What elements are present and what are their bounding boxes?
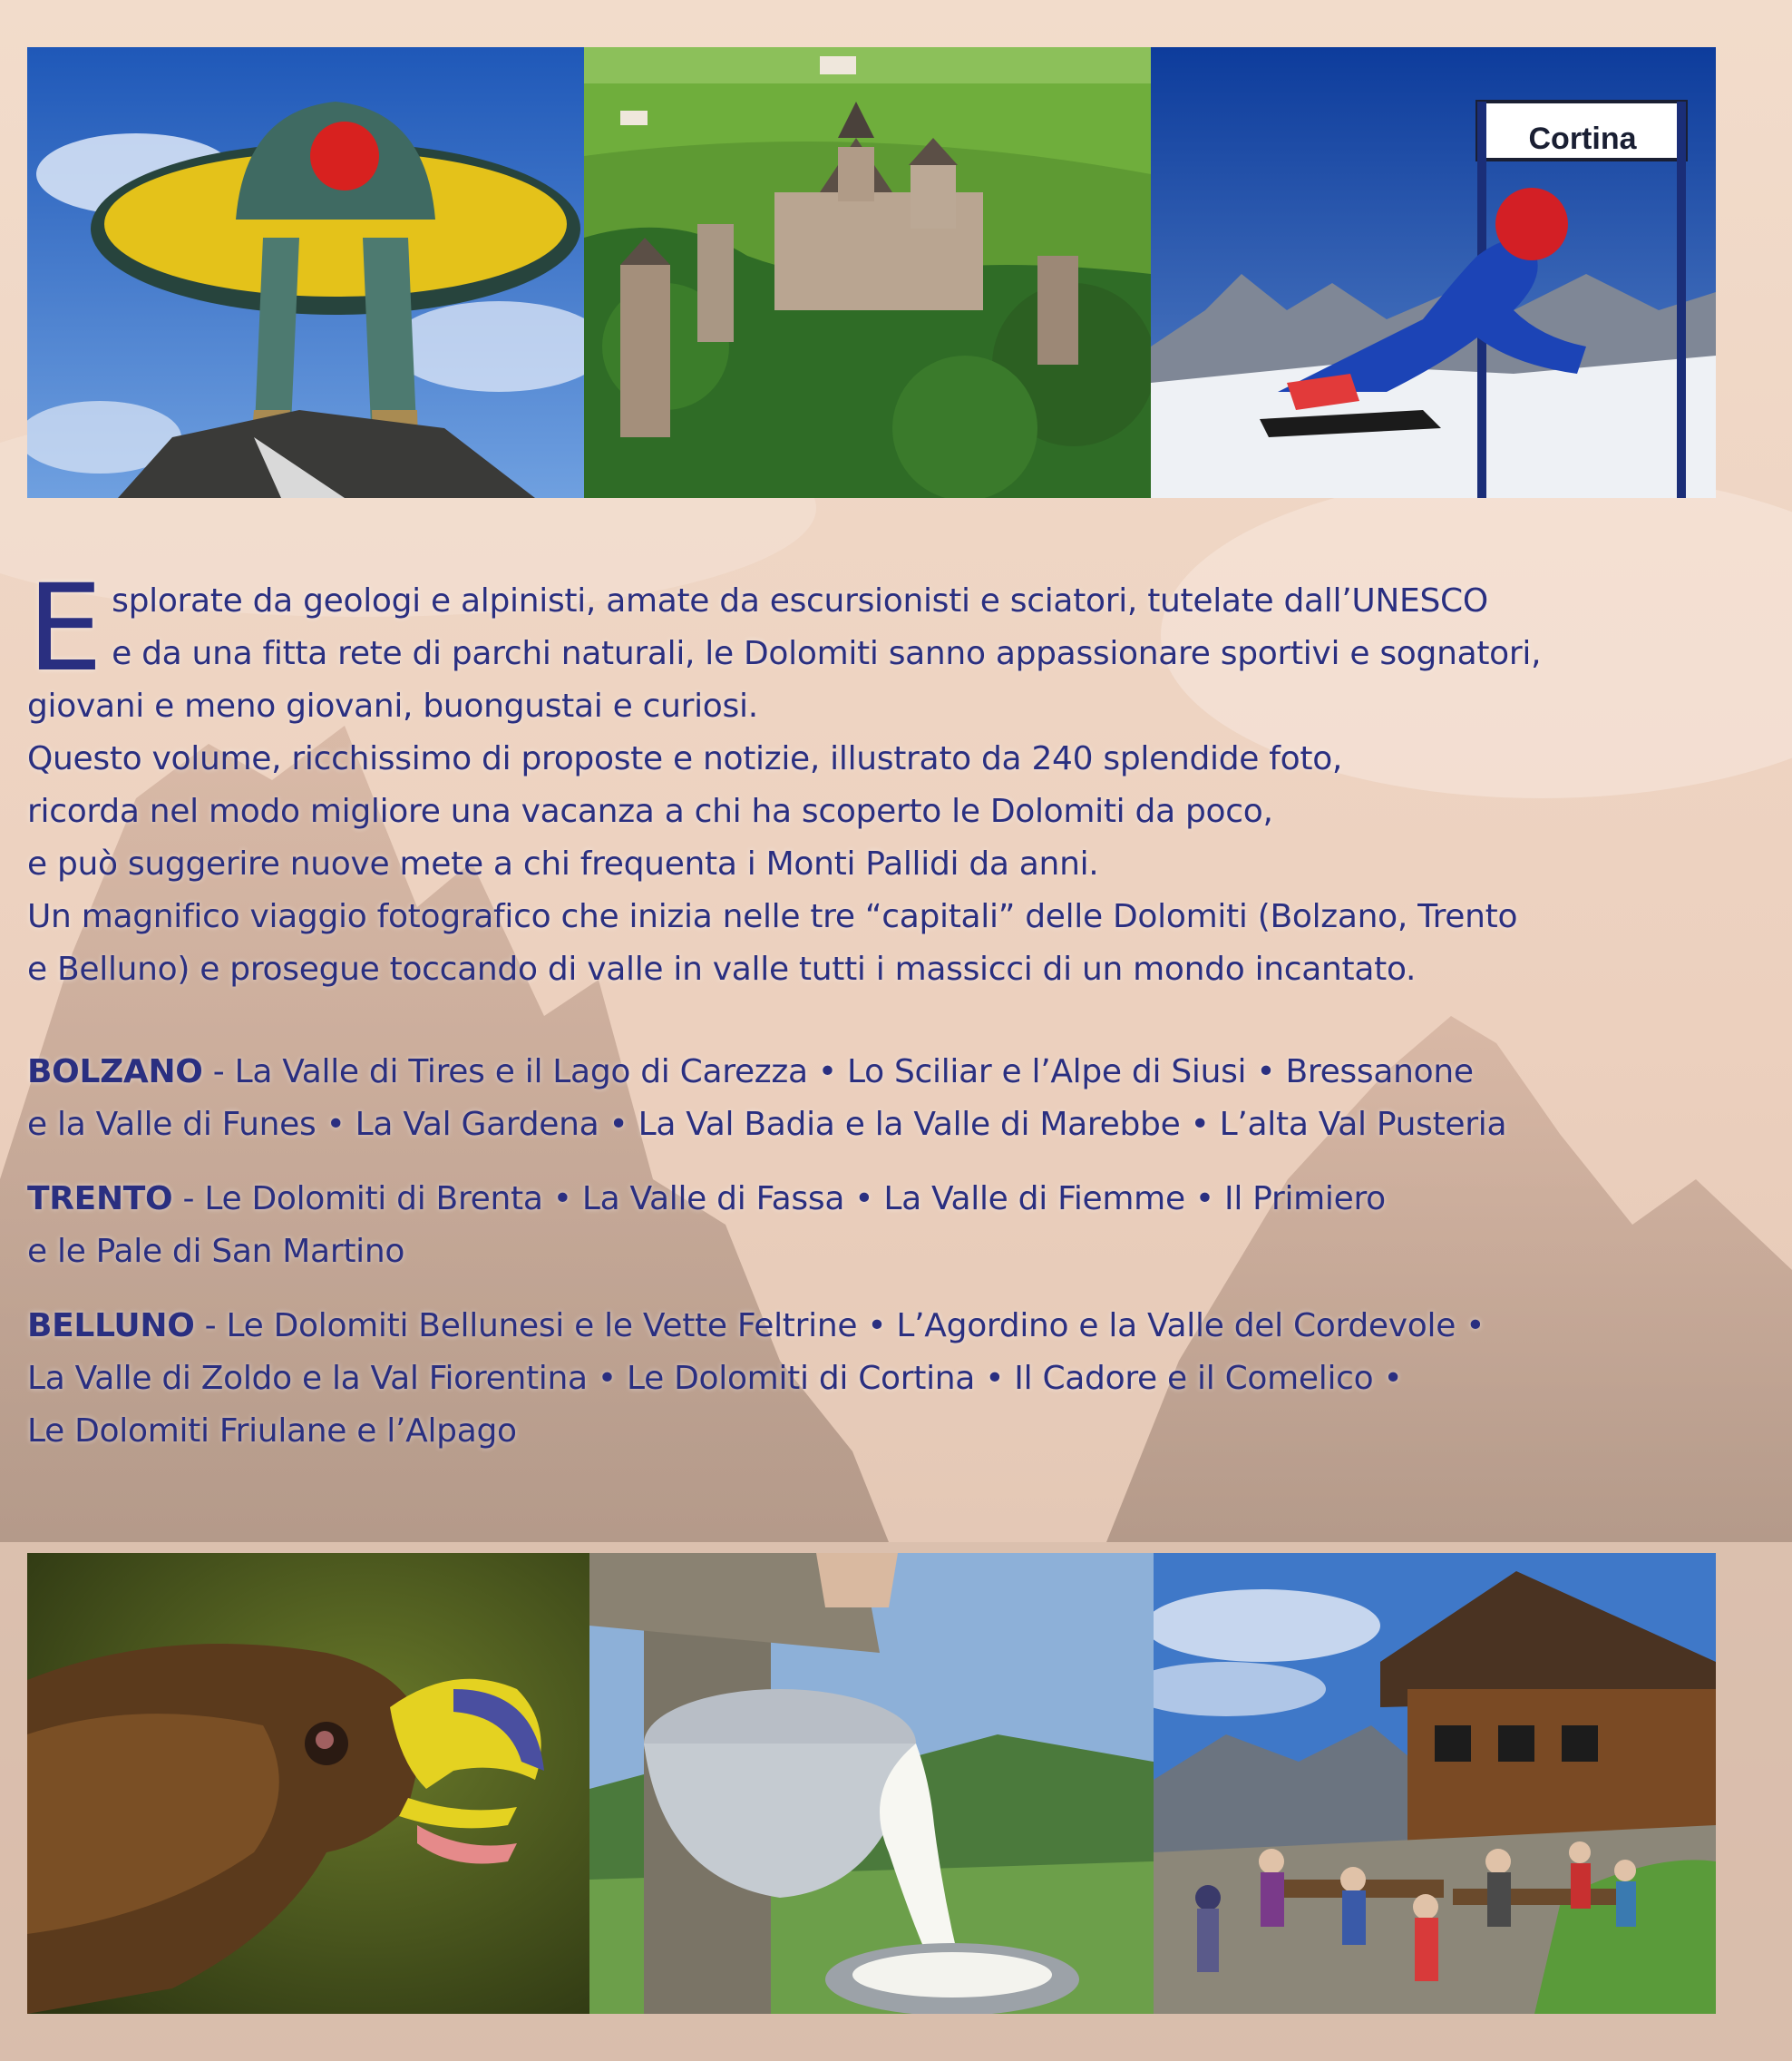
intro-line: giovani e meno giovani, buongustai e curiosi.	[27, 688, 758, 725]
photo-eagle	[27, 1553, 589, 2014]
photo-milk-pour	[589, 1553, 1154, 2014]
region-line: e la Valle di Funes • La Val Gardena • La Val Badia e la Valle di Marebbe • L’alta Val Pusteria	[27, 1106, 1507, 1143]
region-trento	[27, 1173, 1750, 1278]
intro-line: e può suggerire nuove mete a chi frequenta i Monti Pallidi da anni.	[27, 845, 1099, 883]
intro-line: e Belluno) e prosegue toccando di valle in valle tutti i massicci di un mondo incantato.	[27, 951, 1417, 988]
intro-line: ricorda nel modo migliore una vacanza a chi ha scoperto le Dolomiti da poco,	[27, 793, 1273, 830]
intro-line: Questo volume, ricchissimo di proposte e notizie, illustrato da 240 splendide foto,	[27, 740, 1343, 777]
photo-mountain-hut	[1154, 1553, 1716, 2014]
region-list	[27, 1046, 1750, 1480]
region-line: - La Valle di Tires e il Lago di Carezza • Lo Sciliar e l’Alpe di Siusi • Bressanone	[202, 1053, 1474, 1090]
intro-line: e da una fitta rete di parchi naturali, le Dolomiti sanno appassionare sportivi e sognatori,	[112, 635, 1542, 672]
photo-castle	[584, 47, 1151, 498]
intro-text	[27, 559, 1750, 996]
region-bolzano	[27, 1046, 1750, 1151]
region-name: TRENTO	[27, 1180, 173, 1217]
region-line: - Le Dolomiti Bellunesi e le Vette Feltrine • L’Agordino e la Valle del Cordevole •	[194, 1307, 1485, 1344]
intro-line: Un magnifico viaggio fotografico che inizia nelle tre “capitali” delle Dolomiti (Bolzano, Trento	[27, 898, 1518, 935]
region-name: BOLZANO	[27, 1053, 203, 1090]
region-line: Le Dolomiti Friulane e l’Alpago	[27, 1412, 517, 1450]
region-name: BELLUNO	[27, 1307, 195, 1344]
region-line: - Le Dolomiti di Brenta • La Valle di Fassa • La Valle di Fiemme • Il Primiero	[172, 1180, 1386, 1217]
photo-traditional-hat	[27, 47, 584, 498]
bottom-photo-row	[27, 1553, 1716, 2014]
region-belluno	[27, 1300, 1750, 1458]
region-line: e le Pale di San Martino	[27, 1233, 405, 1270]
top-photo-row	[27, 47, 1716, 498]
drop-cap: E	[27, 559, 103, 698]
photo-ski-racer	[1151, 47, 1716, 498]
ski-banner-text: Cortina	[1528, 122, 1637, 156]
intro-line: splorate da geologi e alpinisti, amate da escursionisti e sciatori, tutelate dall’UNESCO	[112, 582, 1488, 620]
region-line: La Valle di Zoldo e la Val Fiorentina • Le Dolomiti di Cortina • Il Cadore e il Comelico •	[27, 1360, 1403, 1397]
